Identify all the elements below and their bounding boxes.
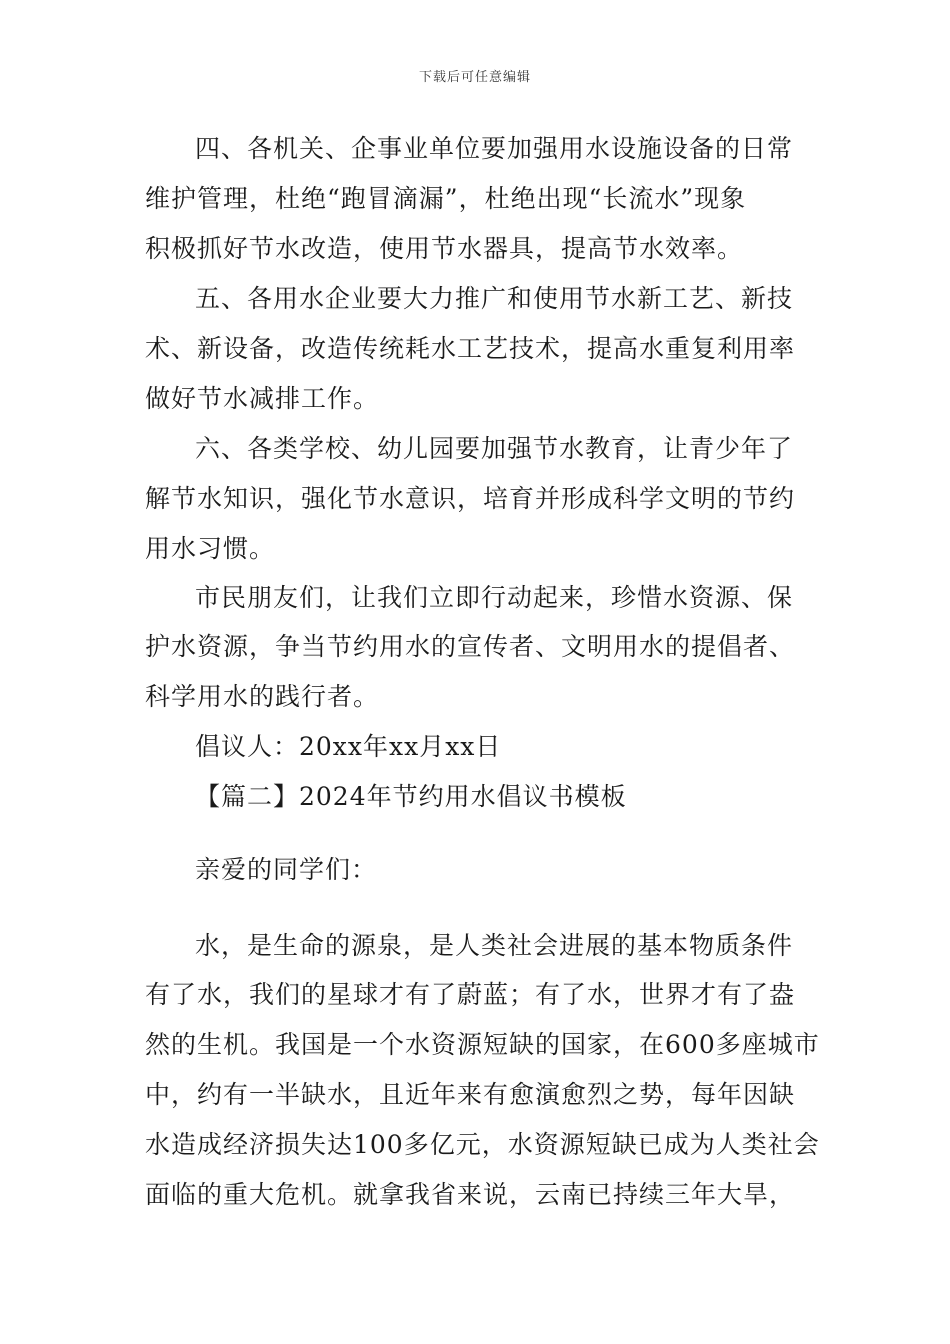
signature-line: 倡议人：20xx年xx月xx日 xyxy=(195,732,502,761)
paragraph-line: 有了水，我们的星球才有了蔚蓝；有了水，世界才有了盎 xyxy=(145,980,796,1009)
paragraph-line: 水，是生命的源泉，是人类社会进展的基本物质条件 xyxy=(195,931,794,960)
paragraph-line: 做好节水减排工作。 xyxy=(145,384,380,413)
paragraph-line: 然的生机。我国是一个水资源短缺的国家，在600多座城市 xyxy=(145,1030,820,1059)
paragraph-line: 维护管理，杜绝“跑冒滴漏”，杜绝出现“长流水”现象 xyxy=(145,184,747,213)
greeting-line: 亲爱的同学们： xyxy=(195,855,378,884)
paragraph-line: 水造成经济损失达100多亿元，水资源短缺已成为人类社会 xyxy=(145,1130,820,1159)
paragraph-line: 术、新设备，改造传统耗水工艺技术，提高水重复利用率 xyxy=(145,334,796,363)
header-note: 下载后可任意编辑 xyxy=(418,70,531,85)
paragraph-line: 六、各类学校、幼儿园要加强节水教育，让青少年了 xyxy=(195,434,794,463)
paragraph-line: 中，约有一半缺水，且近年来有愈演愈烈之势，每年因缺 xyxy=(145,1080,796,1109)
paragraph-line: 解节水知识，强化节水意识，培育并形成科学文明的节约 xyxy=(145,484,796,513)
paragraph-line: 面临的重大危机。就拿我省来说，云南已持续三年大旱， xyxy=(145,1180,796,1209)
paragraph-line: 护水资源，争当节约用水的宣传者、文明用水的提倡者、 xyxy=(145,632,796,661)
paragraph-line: 用水习惯。 xyxy=(145,534,276,563)
section-heading: 【篇二】2024年节约用水倡议书模板 xyxy=(195,782,627,811)
paragraph-line: 科学用水的践行者。 xyxy=(145,682,380,711)
paragraph-line: 四、各机关、企事业单位要加强用水设施设备的日常 xyxy=(195,134,794,163)
paragraph-line: 积极抓好节水改造，使用节水器具，提高节水效率。 xyxy=(145,234,744,263)
paragraph-line: 五、各用水企业要大力推广和使用节水新工艺、新技 xyxy=(195,284,794,313)
paragraph-line: 市民朋友们，让我们立即行动起来，珍惜水资源、保 xyxy=(195,583,794,612)
